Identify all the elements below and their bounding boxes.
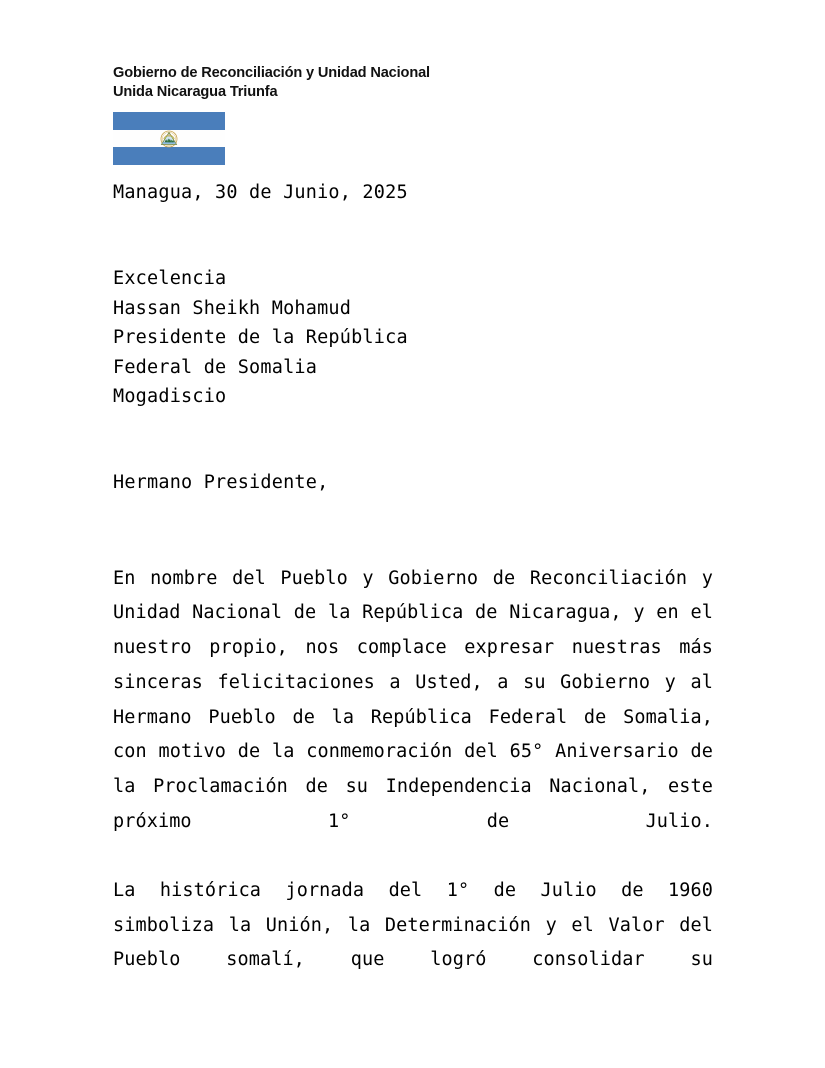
addressee-line: Excelencia <box>113 268 227 289</box>
addressee-line: Mogadiscio <box>113 386 227 407</box>
spacer <box>113 238 713 264</box>
letterhead-line-1: Gobierno de Reconciliación y Unidad Nacional <box>113 65 430 81</box>
letter-body <box>113 178 713 978</box>
addressee-block <box>113 264 713 412</box>
spacer <box>113 208 713 238</box>
nicaragua-flag-icon <box>113 112 225 165</box>
letterhead <box>113 64 733 102</box>
addressee-line: Federal de Somalia <box>113 356 318 378</box>
spacer <box>113 498 713 532</box>
addressee-line: Hassan Sheikh Mohamud <box>113 297 352 319</box>
addressee-line: Presidente de la República <box>113 327 408 348</box>
salutation: Hermano Presidente, <box>113 471 329 493</box>
letterhead-line-2: Unida Nicaragua Triunfa <box>113 84 278 100</box>
date-line: Managua, 30 de Junio, 2025 <box>113 182 408 203</box>
flag-band-top <box>113 112 225 130</box>
flag-band-bottom <box>113 147 225 165</box>
body-paragraph-2: La histórica jornada del 1° de Julio de 1960 simboliza la Unión, la Determinación y el Valor del Pueblo somalí, que logró consolidar su <box>113 879 713 971</box>
body-paragraph-1: En nombre del Pueblo y Gobierno de Reconciliación y Unidad Nacional de la República de Nicaragua, y en el nuestro propio, nos complace expresar nuestras más sinceras felicitaciones a Usted, a su Gobierno y al Hermano Pueblo de la República Federal de Somalia, con motivo de la conmemoración del 65° Aniversario de la Proclamación de su Independencia Nacional, este próximo 1° de Julio. <box>113 567 713 833</box>
nicaragua-coat-of-arms-icon <box>159 130 179 148</box>
spacer <box>113 442 713 468</box>
spacer <box>113 840 713 874</box>
spacer <box>113 412 713 442</box>
spacer <box>113 532 713 562</box>
